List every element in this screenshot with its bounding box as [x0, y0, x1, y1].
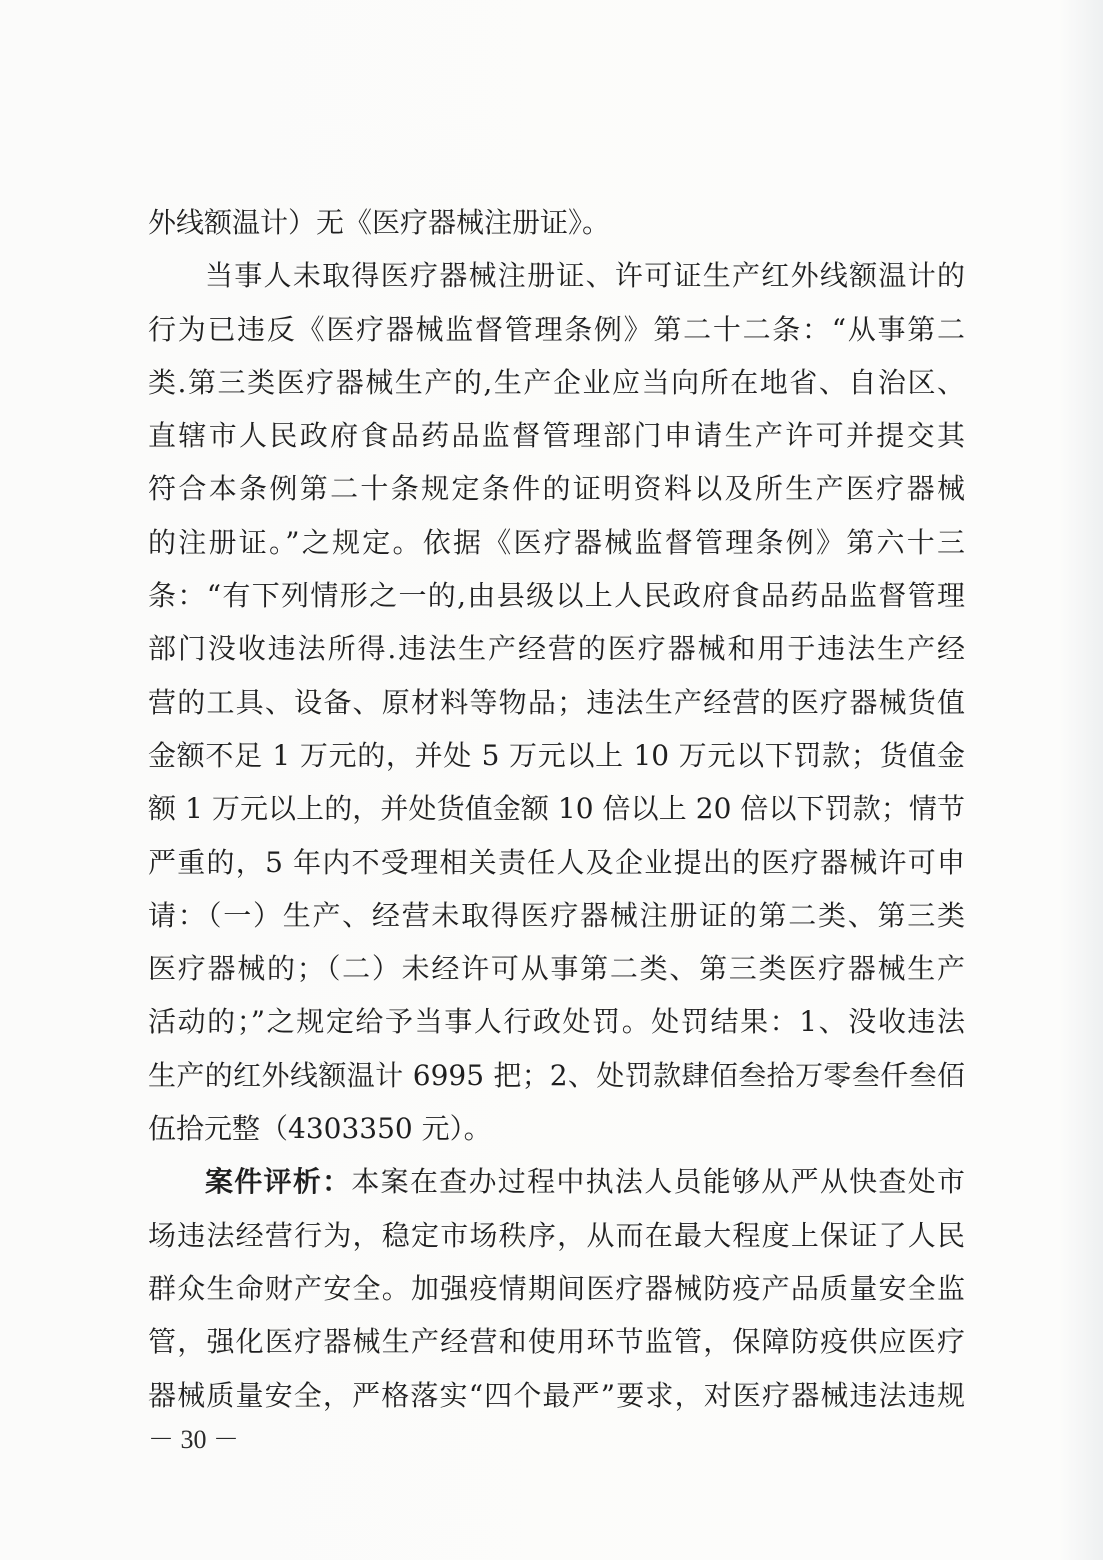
- text-line: 额 1 万元以上的，并处货值金额 10 倍以上 20 倍以下罚款；情节: [148, 792, 965, 826]
- text-line: 活动的；”之规定给予当事人行政处罚。处罚结果：1、没收违法: [148, 1005, 965, 1039]
- text-line: 群众生命财产安全。加强疫情期间医疗器械防疫产品质量安全监: [148, 1271, 965, 1305]
- text-line: 金额不足 1 万元的，并处 5 万元以上 10 万元以下罚款；货值金: [148, 738, 965, 772]
- text-line: 生产的红外线额温计 6995 把；2、处罚款肆佰叁拾万零叁仟叁佰: [148, 1058, 965, 1092]
- text-line: 条：“有下列情形之一的,由县级以上人民政府食品药品监督管理: [148, 579, 965, 613]
- case-analysis-text: 本案在查办过程中执法人员能够从严从快查处市: [351, 1165, 965, 1199]
- text-line: 的注册证。”之规定。依据《医疗器械监督管理条例》第六十三: [148, 525, 965, 559]
- text-line: 当事人未取得医疗器械注册证、许可证生产红外线额温计的: [205, 259, 965, 293]
- text-line: 医疗器械的；（二）未经许可从事第二类、第三类医疗器械生产: [148, 952, 965, 986]
- text-line: 营的工具、设备、原材料等物品；违法生产经营的医疗器械货值: [148, 685, 965, 719]
- text-line: 行为已违反《医疗器械监督管理条例》第二十二条：“从事第二: [148, 312, 965, 346]
- text-line: 管，强化医疗器械生产经营和使用环节监管，保障防疫供应医疗: [148, 1325, 965, 1359]
- text-line: 符合本条例第二十条规定条件的证明资料以及所生产医疗器械: [148, 472, 965, 506]
- case-analysis-label: 案件评析：: [205, 1165, 352, 1199]
- text-line: 严重的，5 年内不受理相关责任人及企业提出的医疗器械许可申: [148, 845, 965, 879]
- body-text: [148, 196, 965, 1422]
- case-analysis-line: [148, 1155, 965, 1208]
- text-line: 直辖市人民政府食品药品监督管理部门申请生产许可并提交其: [148, 419, 965, 453]
- text-line: 场违法经营行为，稳定市场秩序，从而在最大程度上保证了人民: [148, 1218, 965, 1252]
- text-line: 部门没收违法所得.违法生产经营的医疗器械和用于违法生产经: [148, 632, 965, 666]
- page-number: － 30 －: [148, 1425, 240, 1454]
- text-line: 类.第三类医疗器械生产的,生产企业应当向所在地省、自治区、: [148, 365, 965, 399]
- text-line: 外线额温计）无《医疗器械注册证》。: [148, 206, 611, 239]
- text-line: 器械质量安全，严格落实“四个最严”要求，对医疗器械违法违规: [148, 1378, 965, 1412]
- text-line: 伍拾元整（4303350 元）。: [148, 1112, 492, 1146]
- text-line: 请：（一）生产、经营未取得医疗器械注册证的第二类、第三类: [148, 898, 965, 932]
